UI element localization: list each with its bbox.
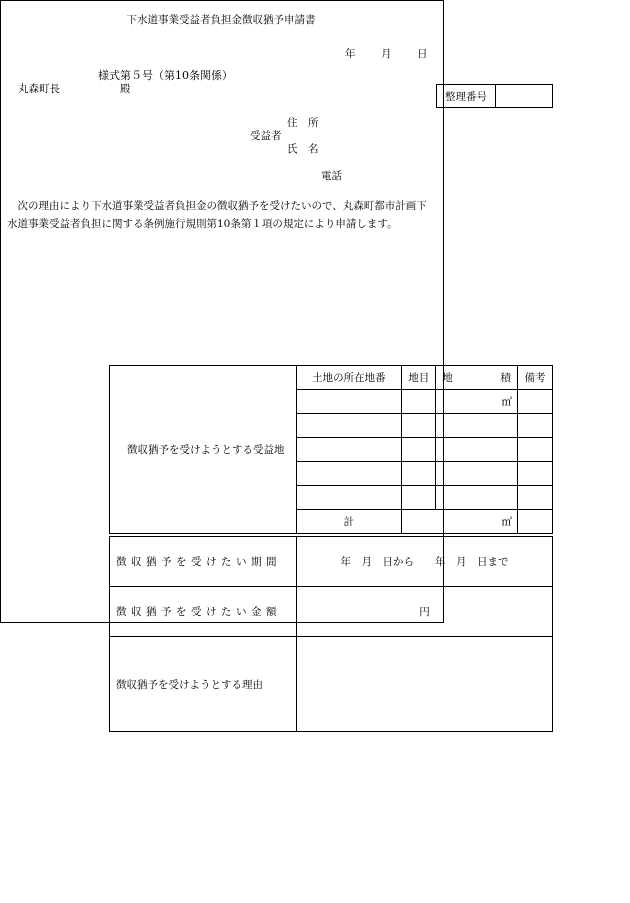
land-category-cell[interactable] (402, 438, 436, 462)
land-remarks-cell[interactable] (518, 414, 553, 438)
amount-field[interactable] (297, 587, 553, 637)
reason-field[interactable] (297, 637, 553, 732)
amount-unit: 円 (419, 606, 430, 618)
reference-number-field[interactable] (496, 85, 553, 108)
land-table (109, 365, 553, 534)
applicant-label: 受益者 (250, 130, 282, 142)
land-area-cell[interactable] (436, 462, 518, 486)
land-category-cell[interactable] (402, 462, 436, 486)
applicant-name-label: 氏 名 (287, 143, 319, 155)
land-header-category: 地目 (402, 366, 436, 390)
addressee-honorific: 殿 (120, 83, 131, 95)
land-category-cell[interactable] (402, 390, 436, 414)
date-day: 日 (417, 48, 428, 60)
land-area-cell[interactable] (436, 486, 518, 510)
land-header-area-part2: 積 (500, 372, 512, 384)
addressee-name: 丸森町長 (18, 83, 60, 95)
land-category-cell[interactable] (402, 486, 436, 510)
land-total-area[interactable] (402, 510, 518, 534)
land-header-area (436, 366, 518, 390)
area-unit: ㎡ (501, 396, 513, 408)
land-location-cell[interactable] (296, 486, 402, 510)
land-header-location: 土地の所在地番 (296, 366, 402, 390)
total-area-unit: ㎡ (501, 516, 513, 528)
land-remarks-cell[interactable] (518, 462, 553, 486)
intro-paragraph: 次の理由により下水道事業受益者負担金の徴収猶予を受けたいので、丸森町都市計画下水道事業受益者負担に関する条例施行規則第10条第１項の規定により申請します。 (7, 200, 427, 230)
land-location-cell[interactable] (296, 462, 402, 486)
land-location-cell[interactable] (296, 438, 402, 462)
land-remarks-cell[interactable] (518, 438, 553, 462)
land-remarks-cell[interactable] (518, 390, 553, 414)
land-row-label: 徴収猶予を受けようとする受益地 (110, 366, 297, 534)
reference-number-label: 整理番号 (437, 85, 496, 108)
applicant-phone-label: 電話 (321, 170, 342, 182)
date-month: 月 (381, 48, 392, 60)
land-location-cell[interactable] (296, 390, 402, 414)
land-category-cell[interactable] (402, 414, 436, 438)
reference-number-box (436, 84, 553, 108)
form-title: 下水道事業受益者負担金徴収猶予申請書 (126, 14, 316, 26)
land-remarks-cell[interactable] (518, 486, 553, 510)
period-label: 徴収猶予を受けたい期間 (110, 537, 297, 587)
land-location-cell[interactable] (296, 414, 402, 438)
land-area-cell[interactable] (436, 438, 518, 462)
land-header-remarks: 備考 (518, 366, 553, 390)
land-header-area-part1: 地 (442, 372, 453, 384)
application-details-table (109, 536, 553, 732)
form-number: 様式第５号（第10条関係） (98, 69, 233, 82)
land-area-cell[interactable] (436, 390, 518, 414)
date-year: 年 (345, 48, 356, 60)
period-value[interactable]: 年 月 日から 年 月 日まで (297, 537, 553, 587)
reason-label: 徴収猶予を受けようとする理由 (110, 637, 297, 732)
applicant-address-label: 住 所 (287, 117, 319, 129)
land-total-label: 計 (296, 510, 402, 534)
land-total-remarks[interactable] (518, 510, 553, 534)
land-area-cell[interactable] (436, 414, 518, 438)
amount-label: 徴収猶予を受けたい金額 (110, 587, 297, 637)
